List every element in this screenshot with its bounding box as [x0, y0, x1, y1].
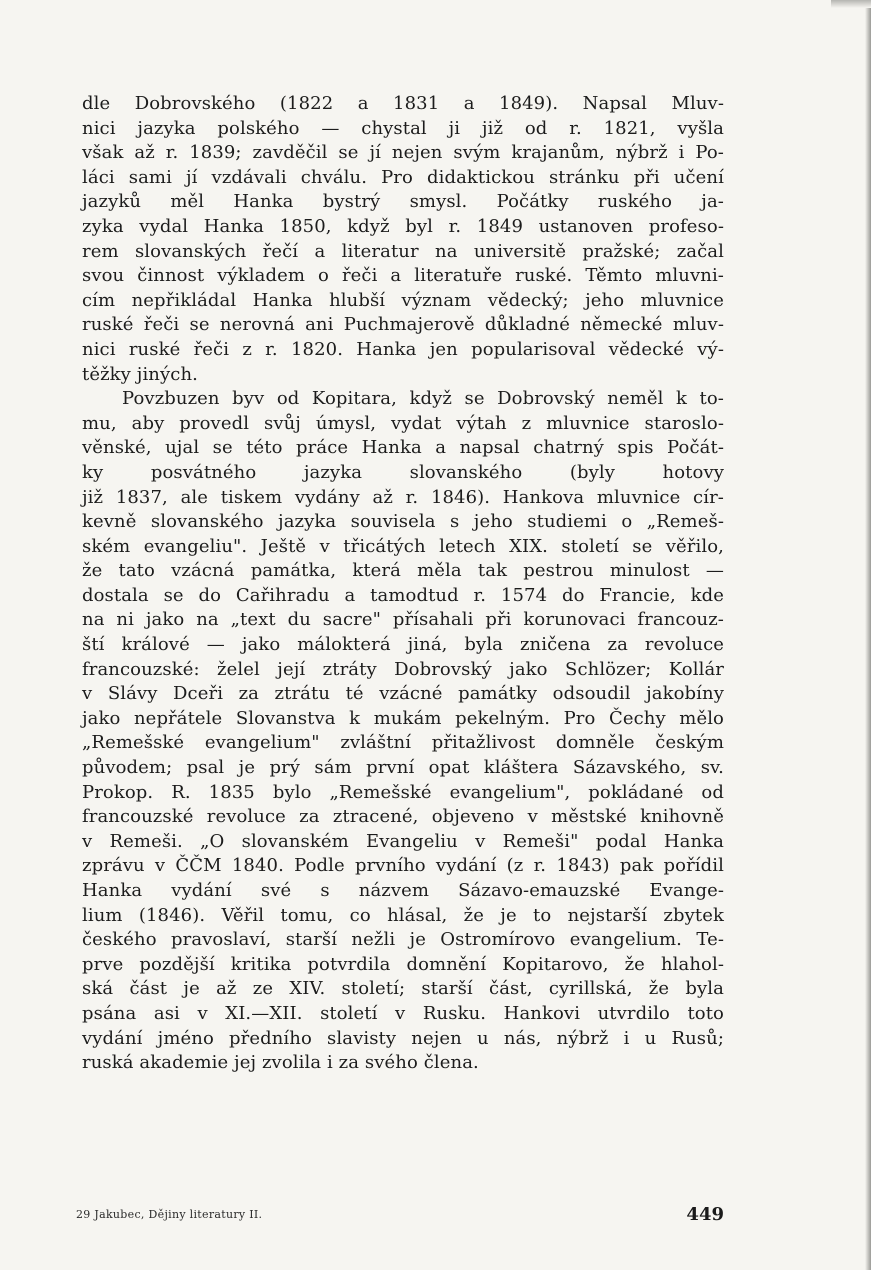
text-line: ruská akademie jej zvolila i za svého člena.	[82, 1052, 479, 1074]
text-line: mu, aby provedl svůj úmysl, vydat výtah z mluvnice staroslo-	[82, 412, 724, 434]
page-footer	[76, 1204, 724, 1228]
text-line: ském evangeliu". Ještě v třicátých letech XIX. století se věřilo,	[82, 535, 724, 557]
text-line: ská část je až ze XIV. století; starší část, cyrillská, že byla	[82, 978, 724, 1000]
text-line: prve pozdější kritika potvrdila domnění Kopitarovo, že hlahol-	[82, 953, 724, 975]
text-line: zprávu v ČČM 1840. Podle prvního vydání (z r. 1843) pak pořídil	[82, 855, 724, 877]
text-line: svou činnost výkladem o řeči a literatuře ruské. Těmto mluvni-	[82, 265, 724, 287]
text-line: kevně slovanského jazyka souvisela s jeho studiemi o „Remeš-	[82, 511, 724, 533]
text-line: ruské řeči se nerovná ani Puchmajerově důkladné německé mluv-	[82, 314, 724, 336]
text-line: českého pravoslaví, starší nežli je Ostromírovo evangelium. Te-	[82, 929, 724, 951]
text-line: dle Dobrovského (1822 a 1831 a 1849). Napsal Mluv-	[82, 93, 724, 114]
text-line: láci sami jí vzdávali chválu. Pro didaktickou stránku při učení	[82, 166, 724, 188]
text-line: již 1837, ale tiskem vydány až r. 1846). Hankova mluvnice cír-	[82, 486, 724, 508]
text-line: „Remešské evangelium" zvláštní přitažlivost domněle českým	[82, 732, 724, 754]
text-line: vydání jméno předního slavisty nejen u nás, nýbrž i u Rusů;	[82, 1027, 724, 1049]
text-line: ky posvátného jazyka slovanského (byly hotovy	[82, 461, 724, 483]
text-line: nici ruské řeči z r. 1820. Hanka jen popularisoval vědecké vý-	[82, 338, 724, 360]
text-line: na ni jako na „text du sacre" přísahali při korunovaci francouz-	[82, 609, 724, 631]
text-line: jako nepřátele Slovanstva k mukám pekelným. Pro Čechy mělo	[82, 707, 724, 729]
text-line: lium (1846). Věřil tomu, co hlásal, že je to nejstarší zbytek	[82, 904, 724, 926]
text-line: však až r. 1839; zavděčil se jí nejen svým krajanům, nýbrž i Po-	[82, 142, 724, 164]
text-line: francouzské revoluce za ztracené, objeveno v městské knihovně	[82, 806, 724, 828]
text-line: v Remeši. „O slovanském Evangeliu v Remeši" podal Hanka	[82, 830, 724, 852]
text-line: dostala se do Cařihradu a tamodtud r. 1574 do Francie, kde	[82, 584, 724, 606]
text-line: nici jazyka polského — chystal ji již od r. 1821, vyšla	[82, 117, 724, 139]
text-line: rem slovanských řečí a literatur na universitě pražské; začal	[82, 240, 724, 262]
text-line: ští králové — jako málokterá jiná, byla zničena za revoluce	[82, 634, 724, 656]
text-line: francouzské: želel její ztráty Dobrovský jako Schlözer; Kollár	[82, 658, 724, 680]
text-line: Hanka vydání své s názvem Sázavo-emauzské Evange-	[82, 880, 724, 901]
text-line: těžky jiných.	[82, 363, 198, 385]
text-line: věnské, ujal se této práce Hanka a napsal chatrný spis Počát-	[82, 437, 724, 459]
printer-signature: 29 Jakubec, Dějiny literatury II.	[76, 1208, 263, 1221]
text-line: cím nepřikládal Hanka hlubší význam vědecký; jeho mluvnice	[82, 289, 724, 311]
text-line: že tato vzácná památka, která měla tak pestrou minulost —	[82, 560, 724, 582]
text-line: psána asi v XI.—XII. století v Rusku. Hankovi utvrdilo toto	[82, 1002, 724, 1024]
body-text	[82, 92, 724, 1076]
text-line: původem; psal je prý sám první opat kláštera Sázavského, sv.	[82, 757, 724, 779]
text-line: Prokop. R. 1835 bylo „Remešské evangelium", pokládané od	[82, 781, 724, 803]
text-line: zyka vydal Hanka 1850, když byl r. 1849 ustanoven profeso-	[82, 215, 724, 237]
text-line: jazyků měl Hanka bystrý smysl. Počátky ruského ja-	[82, 191, 724, 213]
paragraph-start-line: Povzbuzen byv od Kopitara, když se Dobrovský neměl k to-	[122, 388, 724, 410]
page-corner-shadow	[831, 0, 871, 8]
text-line: v Slávy Dceři za ztrátu té vzácné památky odsoudil jakobíny	[82, 683, 724, 705]
page-edge-shadow	[865, 0, 871, 1270]
page-number: 449	[686, 1204, 724, 1225]
